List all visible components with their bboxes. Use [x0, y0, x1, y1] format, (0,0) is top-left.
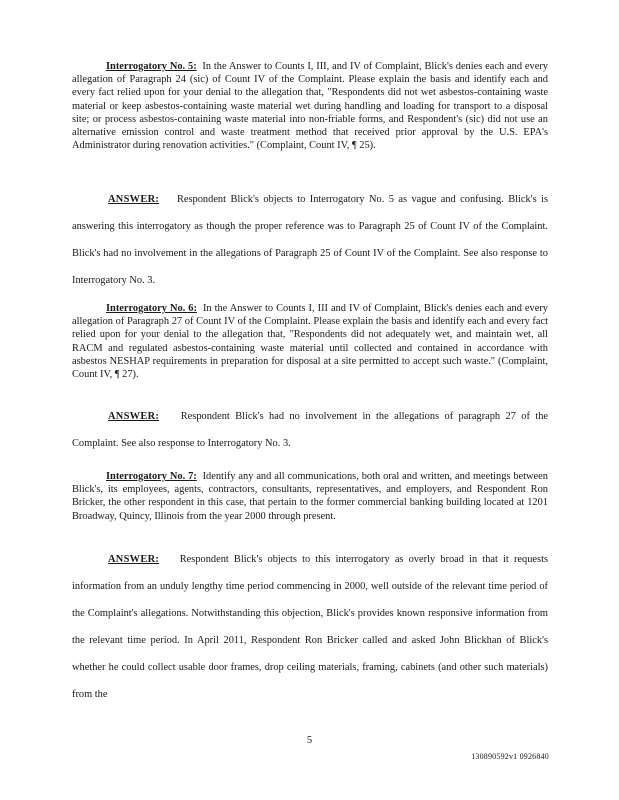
interrogatory-6-label: Interrogatory No. 6:	[106, 303, 197, 314]
interrogatory-5-label: Interrogatory No. 5:	[106, 61, 197, 72]
answer-6-text: Respondent Blick's had no involvement in the allegations of paragraph 27 of the Complaint. See also response to Interrogatory No. 3.	[72, 411, 549, 449]
interrogatory-7	[72, 470, 548, 523]
interrogatory-7-text: Identify any and all communications, both oral and written, and meetings between Blick's, its employees, agents, contractors, consultants, representatives, and employers, and Respondent Ron Bricker, the other respondent in this case, that pertain to the former commercial banking building located at 1201 Broadway, Quincy, Illinois from the year 2000 through present.	[72, 471, 548, 522]
interrogatory-5-text: In the Answer to Counts I, III, and IV of Complaint, Blick's denies each and every allegation of Paragraph 24 (sic) of Count IV of the Complaint. Please explain the basis and identify each and every fact relied upon for your denial to the allegation that, "Respondents did not wet asbestos-containing waste material or keep asbestos-containing waste material wet during handling and loading for transport to a disposal site; or process asbestos-containing waste material into non-friable forms, and Respondent's (sic) did not use an alternative emission control and waste treatment method that received prior approval by the U.S. EPA's Administrator during renovation activities." (Complaint, Count IV, ¶ 25).	[72, 61, 548, 152]
answer-7	[72, 546, 548, 708]
answer-5	[72, 186, 548, 294]
document-id: 130890592v1 0926840	[471, 752, 549, 761]
answer-6-label: ANSWER:	[108, 411, 160, 422]
interrogatory-6	[72, 302, 548, 381]
answer-5-label: ANSWER:	[108, 194, 160, 205]
interrogatory-7-label: Interrogatory No. 7:	[106, 471, 197, 482]
interrogatory-6-text: In the Answer to Counts I, III and IV of Complaint, Blick's denies each and every allegation of Paragraph 27 of Count IV of the Complaint. Please explain the basis and identify each and every fact relied upon for your denial to the allegation that, "Respondents did not adequately wet, and maintain wet, all RACM and regulated asbestos-containing waste material until collected and contained in accordance with asbestos NESHAP requirements in preparation for disposal at a site permitted to accept such waste." (Complaint, Count IV, ¶ 27).	[72, 303, 548, 381]
answer-7-text: Respondent Blick's objects to this interrogatory as overly broad in that it requests information from an unduly lengthy time period commencing in 2000, well outside of the relevant time period of the Complaint's allegations. Notwithstanding this objection, Blick's provides known responsive information from the relevant time period. In April 2011, Respondent Ron Bricker called and asked John Blickhan of Blick's whether he could collect usable door frames, drop ceiling materials, framing, cabinets (and other such materials) from the	[72, 554, 548, 700]
answer-5-text: Respondent Blick's objects to Interrogatory No. 5 as vague and confusing. Blick's is answering this interrogatory as though the proper reference was to Paragraph 25 of Count IV of the Complaint. Blick's had no involvement in the allegations of Paragraph 25 of Count IV of the Complaint. See also response to Interrogatory No. 3.	[72, 194, 548, 286]
interrogatory-5	[72, 60, 548, 152]
page-number: 5	[306, 735, 313, 746]
answer-7-label: ANSWER:	[108, 554, 160, 565]
answer-6	[72, 403, 548, 457]
